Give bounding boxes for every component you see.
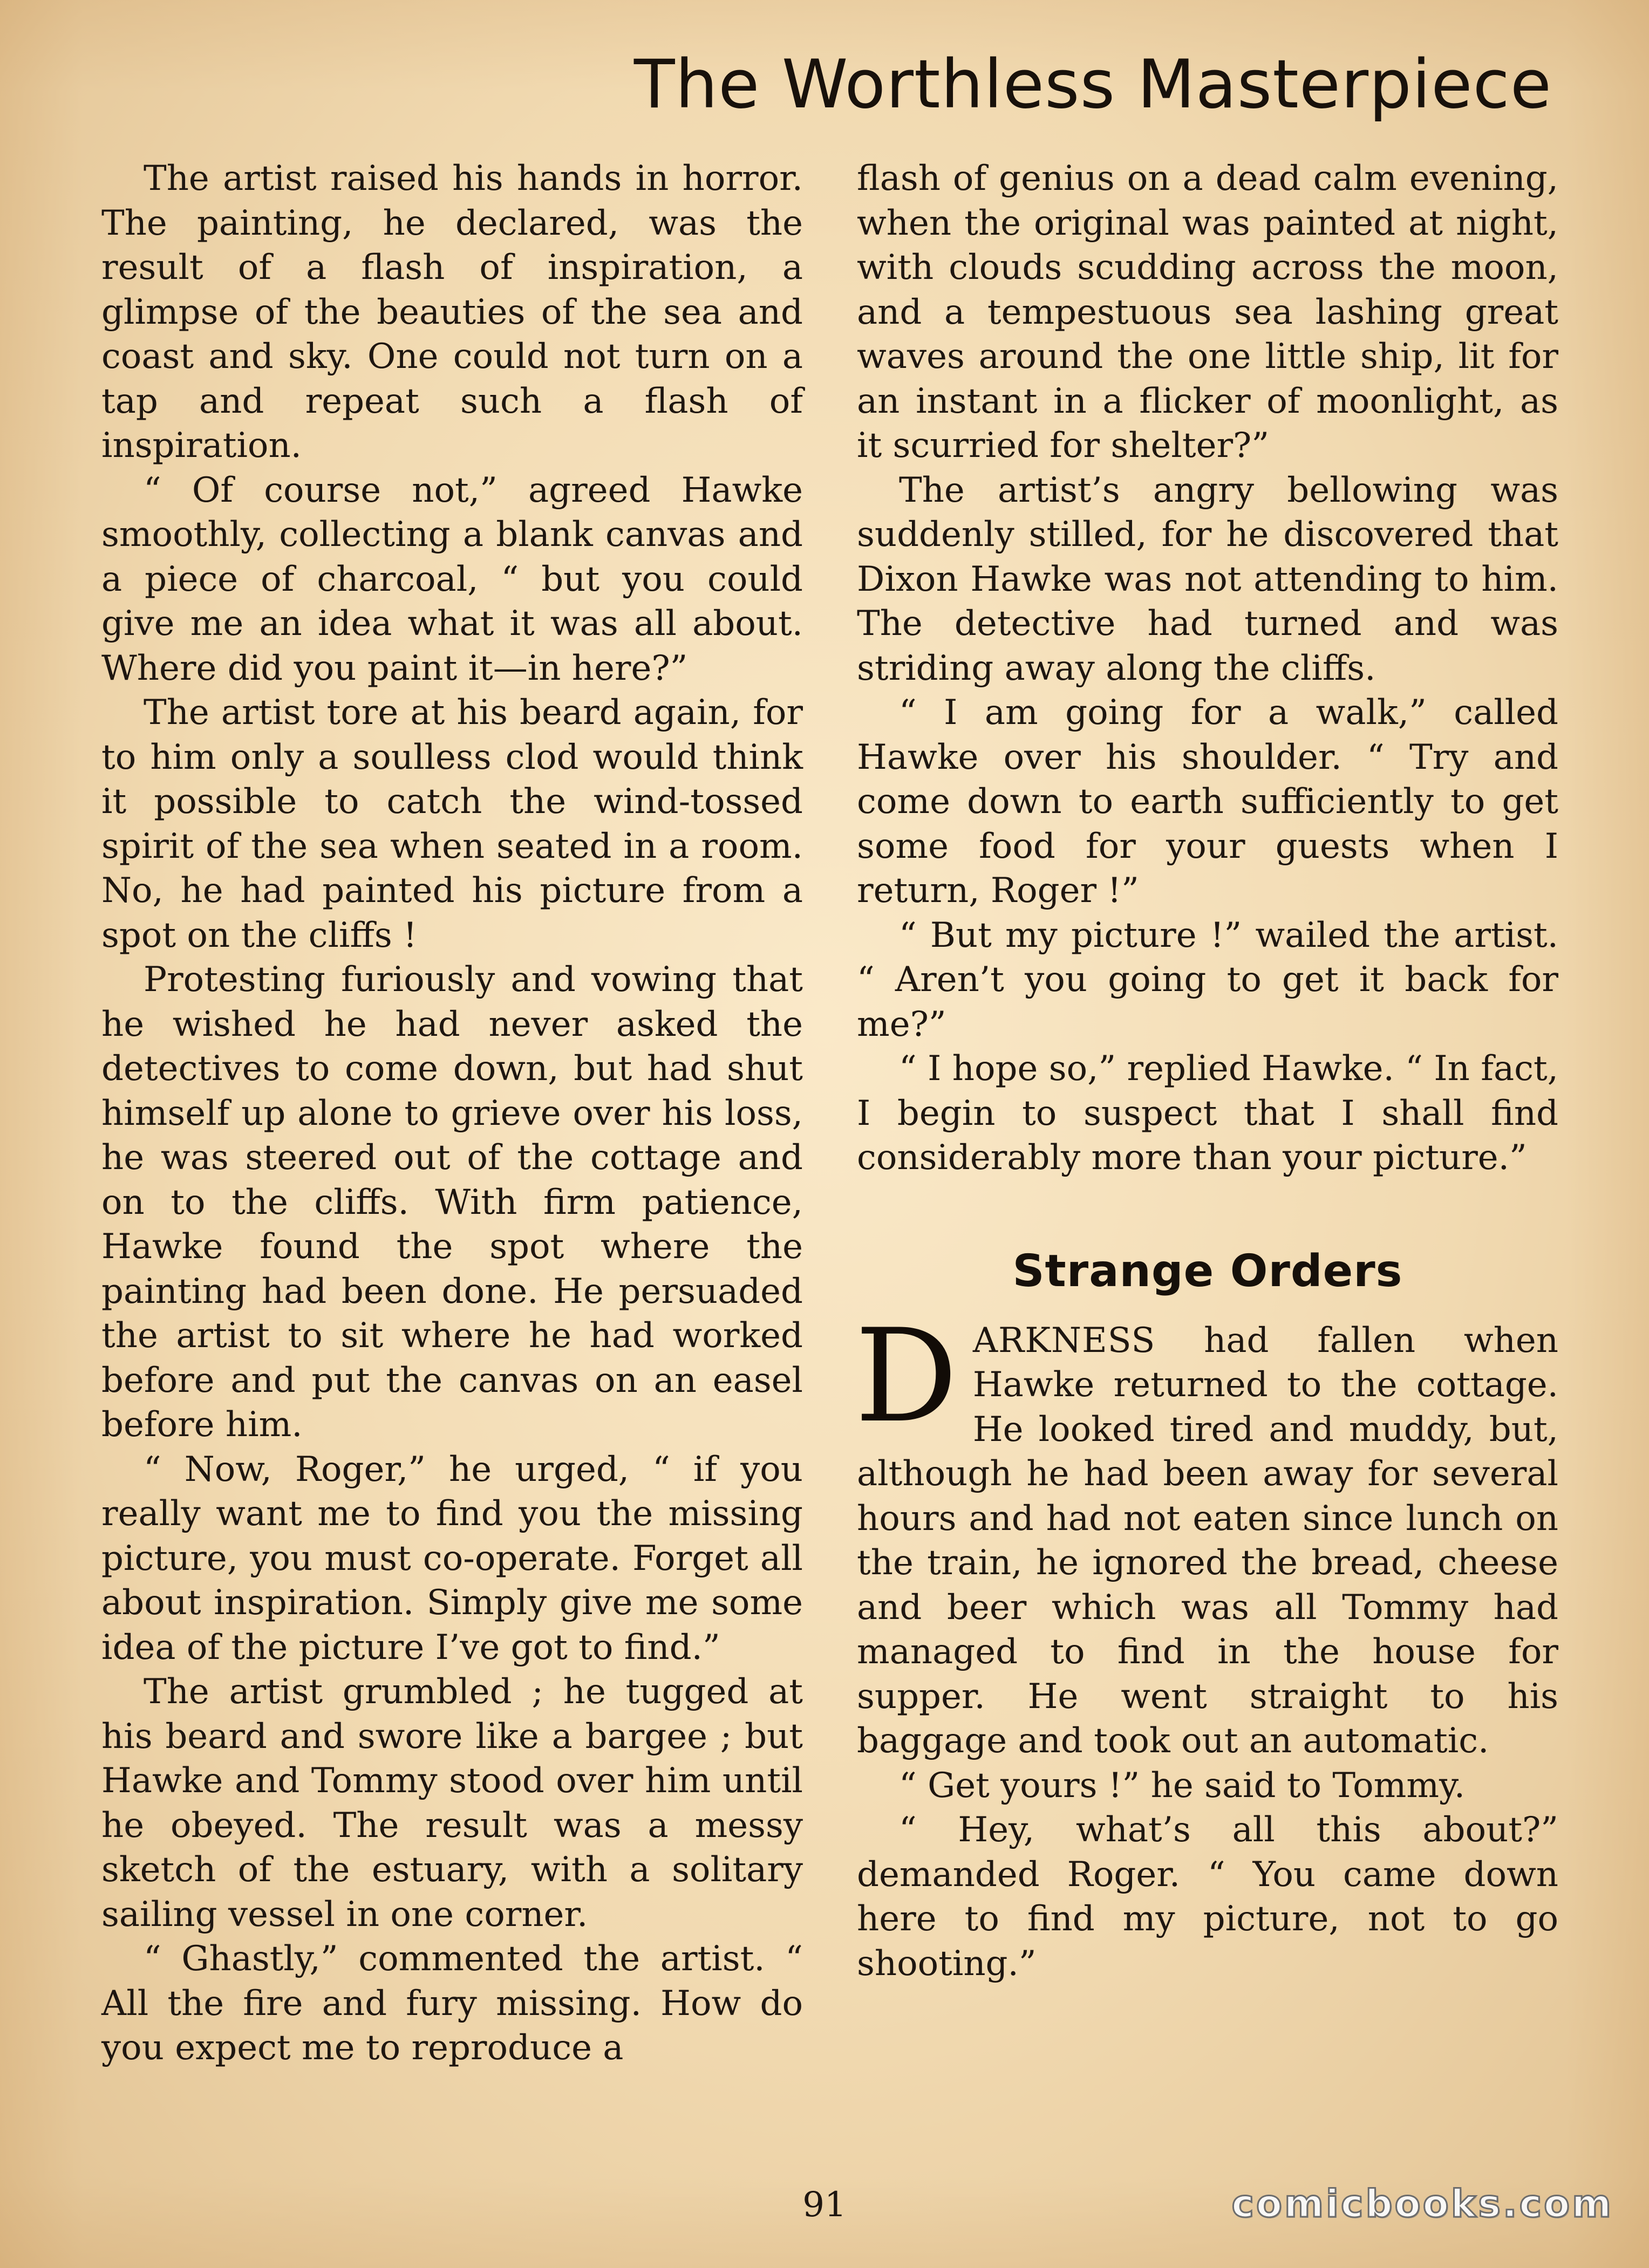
paragraph: “ Of course not,” agreed Hawke smoothly, collecting a blank canvas and a piece of charcoal, “ but you could give me an idea what it was all about. Where did you paint it—in here?”	[101, 470, 803, 688]
paragraph: “ Get yours !” he said to Tommy.	[899, 1765, 1466, 1806]
drop-cap-paragraph	[855, 1301, 1558, 1764]
paragraph: “ I hope so,” replied Hawke. “ In fact, I begin to suspect that I shall find considerably more than your picture.”	[857, 1049, 1558, 1178]
watermark: comicbooks.com	[1231, 2182, 1613, 2226]
paragraph: “ I am going for a walk,” called Hawke over his shoulder. “ Try and come down to earth sufficiently to get some food for your guests when I return, Roger !”	[857, 693, 1558, 911]
left-column	[101, 156, 803, 2071]
right-column	[857, 156, 1558, 1986]
paragraph: “ But my picture !” wailed the artist. “ Aren’t you going to get it back for me?”	[857, 915, 1558, 1044]
drop-cap: D	[855, 1301, 958, 1451]
section-heading: Strange Orders	[1012, 1245, 1403, 1297]
paragraph-continuation: flash of genius on a dead calm evening, when the original was painted at night, with clouds scudding across the moon, and a tempestuous sea lashing great waves around the one little ship, lit for an instant in a flicker of moonlight, as it scurried for shelter?”	[857, 159, 1558, 466]
paragraph: The artist’s angry bellowing was suddenly stilled, for he discovered that Dixon Hawke was not attending to him. The detective had turned and was striding away along the cliffs.	[857, 470, 1558, 688]
page-number: 91	[802, 2185, 847, 2225]
paragraph: The artist grumbled ; he tugged at his beard and swore like a bargee ; but Hawke and Tommy stood over him until he obeyed. The result was a messy sketch of the estuary, with a solitary sailing vessel in one corner.	[101, 1672, 803, 1935]
paragraph: The artist raised his hands in horror. The painting, he declared, was the result of a flash of inspiration, a glimpse of the beauties of the sea and coast and sky. One could not turn on a tap and repeat such a flash of inspiration.	[101, 159, 803, 466]
paragraph: The artist tore at his beard again, for to him only a soulless clod would think it possible to catch the wind-tossed spirit of the sea when seated in a room. No, he had painted his picture from a spot on the cliffs !	[101, 693, 803, 955]
paragraph: “ Ghastly,” commented the artist. “ All the fire and fury missing. How do you expect me to reproduce a	[101, 1939, 803, 2068]
page-title: The Worthless Masterpiece	[633, 46, 1552, 124]
drop-cap-lead-word: ARKNESS	[972, 1320, 1156, 1361]
paragraph: “ Now, Roger,” he urged, “ if you really want me to find you the missing picture, you must co-operate. Forget all about inspiration. Simply give me some idea of the picture I’ve got to find.”	[101, 1449, 803, 1668]
paragraph: Protesting furiously and vowing that he wished he had never asked the detectives to come down, but had shut himself up alone to grieve over his loss, he was steered out of the cottage and on to the cliffs. With firm patience, Hawke found the spot where the painting had been done. He persuaded the artist to sit where he had worked before and put the canvas on an easel before him.	[101, 960, 803, 1445]
drop-cap-paragraph-text: had fallen when Hawke returned to the cottage. He looked tired and muddy, but, although he had been away for several hours and had not eaten since lunch on the train, he ignored the bread, cheese and beer which was all Tommy had managed to find in the house for supper. He went straight to his baggage and took out an automatic.	[857, 1320, 1558, 1761]
paragraph: “ Hey, what’s all this about?” demanded Roger. “ You came down here to find my picture, not to go shooting.”	[857, 1810, 1558, 1984]
